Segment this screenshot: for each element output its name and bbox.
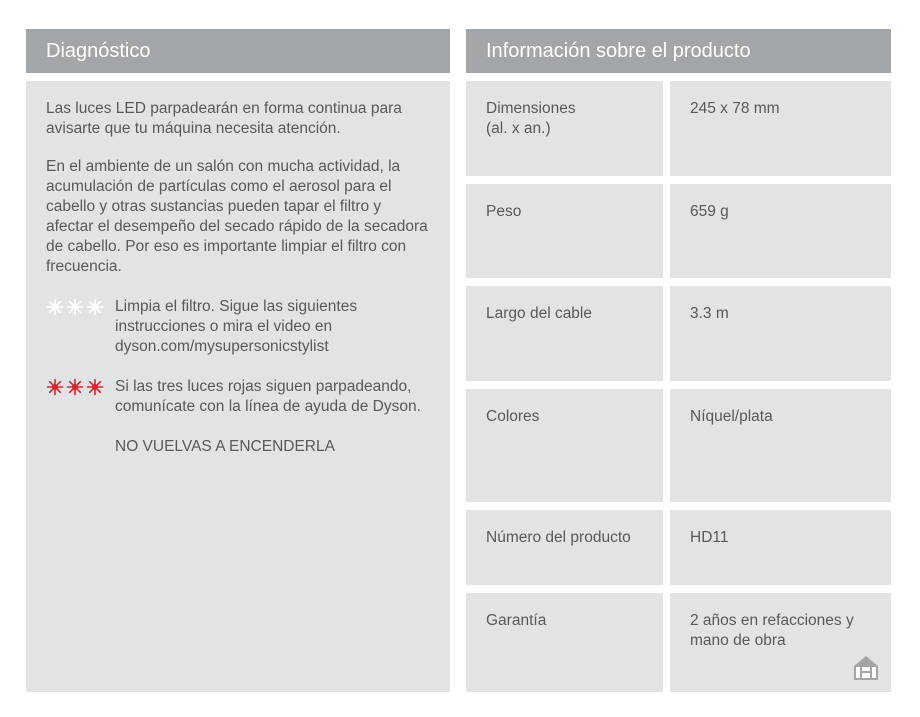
spec-value-colores: Níquel/plata	[670, 389, 891, 502]
white-led-2	[68, 300, 83, 315]
info-header	[466, 29, 891, 73]
spec-label-cable: Largo del cable	[466, 286, 663, 381]
home-icon[interactable]	[853, 655, 879, 681]
three-red-leds-icon	[46, 378, 106, 396]
spec-value-dimensiones: 245 x 78 mm	[670, 81, 891, 176]
diagnostico-title: Diagnóstico	[46, 40, 151, 62]
white-leds-text: Limpia el filtro. Sigue las siguientes instrucciones o mira el video en dyson.com/mysupersonicstylist	[115, 298, 358, 355]
white-led-group	[48, 300, 103, 315]
spec-label-dimensiones: Dimensiones (al. x an.)	[466, 81, 663, 176]
red-leds-item	[46, 377, 430, 417]
spec-value-cable: 3.3 m	[670, 286, 891, 381]
spec-value-peso: 659 g	[670, 184, 891, 278]
diagnostico-intro: Las luces LED parpadearán en forma continua para avisarte que tu máquina necesita atención.	[46, 100, 402, 137]
red-led-2	[68, 380, 83, 395]
spec-label-garantia: Garantía	[466, 593, 663, 692]
spec-value-numero: HD11	[670, 510, 891, 585]
spec-value-garantia: 2 años en refacciones y mano de obra	[670, 593, 891, 692]
red-led-1	[48, 380, 63, 395]
diagnostico-panel	[26, 81, 450, 692]
spec-label-numero: Número del producto	[466, 510, 663, 585]
diagnostico-header	[26, 29, 450, 73]
white-led-1	[48, 300, 63, 315]
red-leds-text: Si las tres luces rojas siguen parpadeando, comunícate con la línea de ayuda de Dyson.	[115, 378, 421, 415]
spec-label-peso: Peso	[466, 184, 663, 278]
three-white-leds-icon	[46, 298, 106, 316]
info-title: Información sobre el producto	[486, 40, 751, 62]
warning-text: NO VUELVAS A ENCENDERLA	[115, 438, 335, 455]
red-led-group	[48, 380, 103, 395]
white-leds-item	[46, 297, 430, 357]
white-led-3	[88, 300, 103, 315]
spec-label-colores: Colores	[466, 389, 663, 502]
red-led-3	[88, 380, 103, 395]
diagnostico-description: En el ambiente de un salón con mucha actividad, la acumulación de partículas como el aerosol para el cabello y otras sustancias pueden tapar el filtro y afectar el desempeño del secado rápido de la secadora de cabello. Por eso es importante limpiar el filtro con frecuencia.	[46, 158, 428, 275]
